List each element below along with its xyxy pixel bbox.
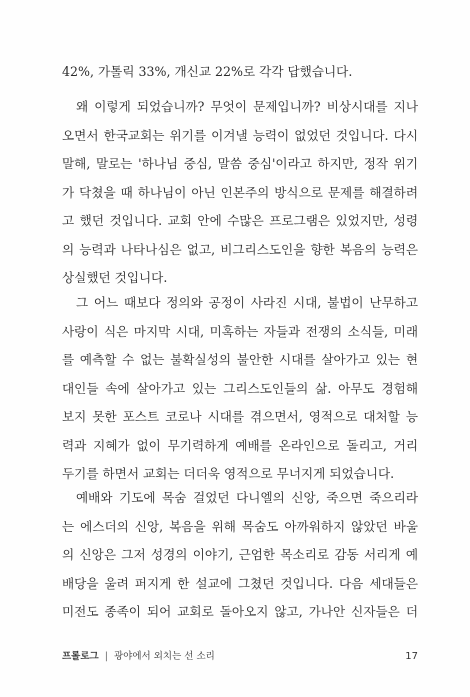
text-line: 의 능력과 나타나심은 없고, 비그리스도인을 향한 복음의 능력은 bbox=[62, 241, 418, 257]
text-line: 오면서 한국교회는 위기를 이겨낼 능력이 없었던 것입니다. 다시 bbox=[62, 127, 418, 143]
page-number: 17 bbox=[405, 651, 418, 662]
section-label: 프롤로그 bbox=[62, 651, 99, 662]
footer-separator: | bbox=[104, 651, 108, 662]
paragraph-1 bbox=[62, 58, 418, 87]
text-line: 예배와 기도에 목숨 걸었던 다니엘의 신앙, 죽으면 죽으리라 bbox=[76, 490, 418, 505]
text-line: 42%, 가톨릭 33%, 개신교 22%로 각각 답했습니다. bbox=[62, 64, 353, 79]
text-line: 왜 이렇게 되었습니까? 무엇이 문제입니까? 비상시대를 지나 bbox=[76, 99, 418, 114]
text-line: 의 신앙은 그저 성경의 이야기, 근엄한 목소리로 감동 서리게 예 bbox=[62, 547, 418, 562]
page-footer bbox=[62, 648, 418, 666]
text-line: 두기를 하면서 교회는 더더욱 영적으로 무너지게 되었습니다. bbox=[62, 466, 395, 481]
text-line: 상실했던 것입니다. bbox=[62, 270, 168, 285]
text-line: 사랑이 식은 마지막 시대, 미혹하는 자들과 전쟁의 소식들, 미래 bbox=[62, 323, 418, 339]
text-line: 대인들 속에 살아가고 있는 그리스도인들의 삶. 아무도 경험해 bbox=[62, 380, 418, 396]
text-line: 미전도 종족이 되어 교회로 돌아오지 않고, 가나안 신자들은 더 bbox=[62, 604, 418, 619]
text-line: 가 닥쳤을 때 하나님이 아닌 인본주의 방식으로 문제를 해결하려 bbox=[62, 184, 418, 200]
text-line: 배당을 울려 퍼지게 한 설교에 그쳤던 것입니다. 다음 세대들은 bbox=[62, 575, 418, 591]
paragraph-2 bbox=[62, 93, 418, 293]
text-line: 를 예측할 수 없는 불확실성의 불안한 시대를 살아가고 있는 현 bbox=[62, 352, 418, 367]
text-line: 는 에스더의 신앙, 복음을 위해 목숨도 아까워하지 않았던 바울 bbox=[62, 518, 418, 534]
running-title bbox=[62, 648, 215, 666]
paragraph-4 bbox=[62, 484, 418, 627]
text-line: 보지 못한 포스트 코로나 시대를 겪으면서, 영적으로 대처할 능 bbox=[62, 409, 418, 424]
text-line: 력과 지혜가 없이 무기력하게 예배를 온라인으로 돌리고, 거리 bbox=[62, 437, 418, 453]
chapter-title: 광야에서 외치는 선 소리 bbox=[113, 651, 215, 662]
text-line: 고 했던 것입니다. 교회 안에 수많은 프로그램은 있었지만, 성령 bbox=[62, 213, 418, 228]
paragraph-3 bbox=[62, 289, 418, 489]
text-line: 그 어느 때보다 정의와 공정이 사라진 시대, 불법이 난무하고 bbox=[76, 295, 418, 310]
text-line: 말해, 말로는 '하나님 중심, 말씀 중심'이라고 하지만, 정작 위기 bbox=[62, 156, 418, 171]
